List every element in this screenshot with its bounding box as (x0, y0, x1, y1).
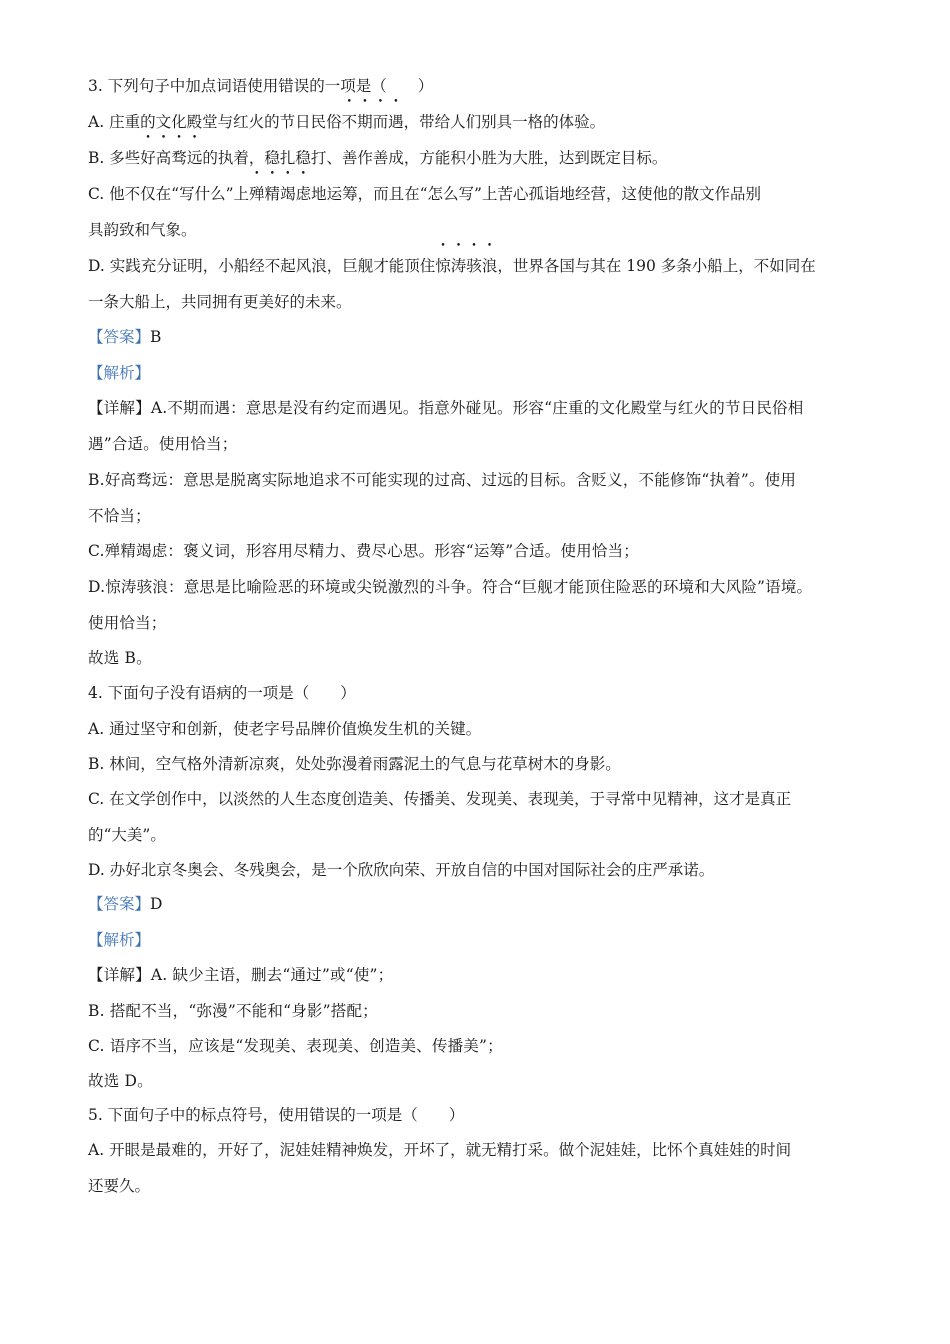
q5-stem: 5. 下面句子中的标点符号，使用错误的一项是（ ） (88, 1106, 465, 1124)
dotted-char: 好 (140, 149, 156, 167)
option-text: 他不仅在“写什么”上 (109, 185, 250, 203)
dotted-char: 遇 (388, 113, 404, 131)
q3-option-c-continued: 具韵致和气象。 (88, 221, 197, 239)
dotted-char: 惊 (435, 257, 451, 275)
dotted-char: 远 (186, 149, 203, 167)
q4-detail-line (88, 965, 393, 985)
q3-option-a (88, 112, 605, 132)
q3-option-d-continued: 一条大船上，共同拥有更美好的未来。 (88, 293, 352, 311)
q3-option-c (88, 184, 761, 204)
option-label: A. (88, 113, 105, 131)
option-label: A. (88, 1141, 105, 1159)
option-text: 林间，空气格外清新凉爽，处处弥漫着雨露泥土的气息与花草树木的身影。 (109, 755, 621, 773)
q3-answer (88, 327, 161, 347)
detail-text: A. 缺少主语，删去“通过”或“使”； (150, 966, 394, 984)
answer-value: B (150, 328, 162, 346)
option-label: B. (88, 755, 105, 773)
q4-detail-line: 故选 D。 (88, 1072, 153, 1090)
analysis-tag: 【解析】 (88, 364, 151, 382)
dotted-char: 骛 (171, 149, 187, 167)
option-label: D. (88, 257, 105, 275)
option-text: 多些 (109, 149, 141, 167)
detail-tag: 【详解】 (88, 399, 151, 417)
q5-option-a-continued: 还要久。 (88, 1177, 151, 1195)
q4-answer (88, 894, 162, 914)
q3-detail-line: B.好高骛远：意思是脱离实际地追求不可能实现的过高、过远的目标。含贬义，不能修饰“执着”。使用 (88, 471, 797, 489)
option-label: B. (88, 149, 105, 167)
q3-detail-line: D.惊涛骇浪：意思是比喻险恶的环境或尖锐激烈的斗争。符合“巨舰才能顶住险恶的环境和大风险”语境。 (88, 578, 813, 596)
q4-option-d (88, 860, 714, 880)
answer-value: D (150, 895, 163, 913)
answer-tag: 【答案】 (88, 328, 151, 346)
q3-analysis (88, 363, 150, 383)
detail-text: A.不期而遇：意思是没有约定而遇见。指意外碰见。形容“庄重的文化殿堂与红火的节日民俗相 (150, 399, 804, 417)
q4-stem: 4. 下面句子没有语病的一项是（ ） (88, 684, 356, 702)
q3-detail-line: 使用恰当； (88, 614, 167, 632)
option-label: C. (88, 790, 105, 808)
q3-detail-line: 不恰当； (88, 507, 151, 525)
analysis-tag: 【解析】 (88, 931, 151, 949)
q4-detail-line: B. 搭配不当，“弥漫”不能和“身影”搭配； (88, 1002, 378, 1020)
q3-detail-line: 故选 B。 (88, 649, 152, 667)
dotted-char: 虑 (295, 185, 312, 203)
option-text: 在文学创作中，以淡然的人生态度创造美、传播美、发现美、表现美，于寻常中见精神，这才是真正 (109, 790, 792, 808)
dotted-char: 而 (372, 113, 389, 131)
option-text: 庄重的文化殿堂与红火的节日民俗 (109, 113, 342, 131)
option-label: A. (88, 720, 105, 738)
q5-option-a (88, 1140, 791, 1160)
q4-option-c-continued: 的“大美”。 (88, 826, 166, 844)
q3-option-d (88, 256, 816, 276)
q3-option-b (88, 148, 667, 168)
option-text: 办好北京冬奥会、冬残奥会，是一个欣欣向荣、开放自信的中国对国际社会的庄严承诺。 (109, 861, 715, 879)
q4-option-b (88, 754, 621, 774)
q4-analysis (88, 930, 150, 950)
option-text: ，世界各国与其在 190 多条小船上，不如同在 (497, 257, 816, 275)
q3-detail-line: C.殚精竭虑：褒义词，形容用尽精力、费尽心思。形容“运筹”合适。使用恰当； (88, 542, 639, 560)
option-label: D. (88, 861, 105, 879)
q3-detail-line: 遇”合适。使用恰当； (88, 435, 238, 453)
q3-detail-line (88, 398, 803, 418)
dotted-char: 精 (264, 185, 281, 203)
detail-tag: 【详解】 (88, 966, 151, 984)
option-text: 开眼是最难的，开好了，泥娃娃精神焕发，开坏了，就无精打采。做个泥娃娃，比怀个真娃娃的时间 (109, 1141, 792, 1159)
dotted-char: 殚 (249, 185, 265, 203)
option-text: 的执着，稳扎稳打、善作善成，方能积小胜为大胜，达到既定目标。 (202, 149, 668, 167)
dotted-char: 骇 (466, 257, 482, 275)
option-label: C. (88, 185, 105, 203)
q4-detail-line: C. 语序不当，应该是“发现美、表现美、创造美、传播美”； (88, 1037, 503, 1055)
dotted-char: 涛 (450, 257, 467, 275)
dotted-char: 高 (155, 149, 172, 167)
dotted-char: 浪 (481, 257, 498, 275)
q4-option-c (88, 789, 791, 809)
option-text: 通过坚守和创新，使老字号品牌价值焕发生机的关键。 (109, 720, 482, 738)
answer-tag: 【答案】 (88, 895, 151, 913)
dotted-char: 竭 (280, 185, 296, 203)
q3-stem: 3. 下列句子中加点词语使用错误的一项是（ ） (88, 77, 434, 95)
dotted-char: 期 (357, 113, 373, 131)
dotted-char: 不 (341, 113, 358, 131)
option-text: 实践充分证明，小船经不起风浪，巨舰才能顶住 (109, 257, 436, 275)
option-text: 地运筹，而且在“怎么写”上苦心孤诣地经营，这使他的散文作品别 (311, 185, 761, 203)
option-text: ，带给人们别具一格的体验。 (403, 113, 606, 131)
q4-option-a (88, 719, 481, 739)
